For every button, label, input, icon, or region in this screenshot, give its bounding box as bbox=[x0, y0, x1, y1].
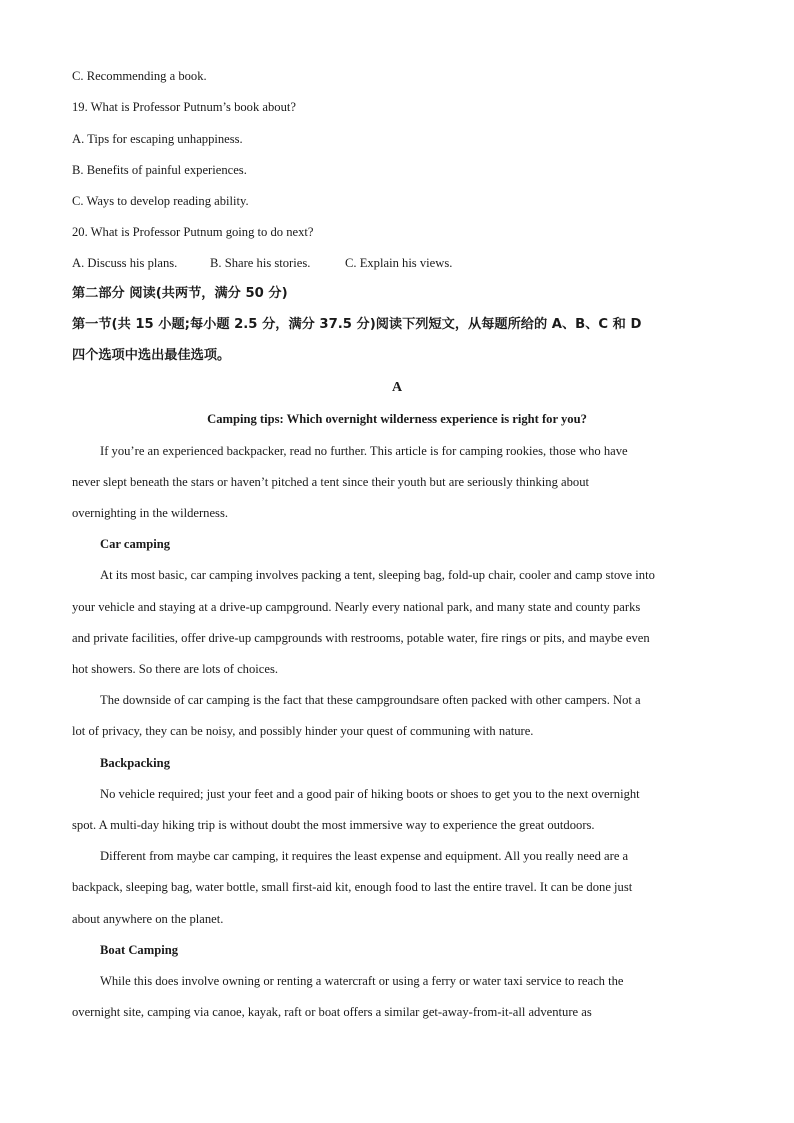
passage-title: Camping tips: Which overnight wilderness experience is right for you? bbox=[207, 412, 587, 426]
backpacking-p1-line: spot. A multi-day hiking trip is without doubt the most immersive way to experience the great outdoors. bbox=[72, 818, 595, 832]
section-instruction-line1: 第一节(共 15 小题;每小题 2.5 分，满分 37.5 分)阅读下列短文，从每题所给的 A、B、C 和 D bbox=[72, 317, 642, 332]
q20-option-b: B. Share his stories. bbox=[210, 256, 311, 270]
backpacking-heading: Backpacking bbox=[100, 756, 170, 770]
car-camping-p2-line: The downside of car camping is the fact that these campgroundsare often packed with other campers. Not a bbox=[100, 693, 641, 707]
boat-camping-p1-line: While this does involve owning or renting a watercraft or using a ferry or water taxi service to reach the bbox=[100, 974, 624, 988]
q18-option-c: C. Recommending a book. bbox=[72, 69, 207, 83]
passage-letter: A bbox=[391, 380, 403, 395]
intro-line: never slept beneath the stars or haven’t pitched a tent since their youth but are seriously thinking about bbox=[72, 475, 590, 489]
q20-option-a: A. Discuss his plans. bbox=[72, 256, 178, 270]
q20-stem: 20. What is Professor Putnum going to do next? bbox=[72, 225, 314, 239]
section-instruction-line2: 四个选项中选出最佳选项。 bbox=[72, 348, 231, 363]
q19-option-c: C. Ways to develop reading ability. bbox=[72, 194, 249, 208]
q19-option-b: B. Benefits of painful experiences. bbox=[72, 163, 247, 177]
backpacking-p2-line: backpack, sleeping bag, water bottle, small first-aid kit, enough food to last the entire travel. It can be done just bbox=[72, 880, 633, 894]
car-camping-heading: Car camping bbox=[100, 537, 171, 551]
car-camping-p1-line: your vehicle and staying at a drive-up campground. Nearly every national park, and many state and county parks bbox=[72, 600, 641, 614]
q20-option-c: C. Explain his views. bbox=[345, 256, 453, 270]
car-camping-p1-line: hot showers. So there are lots of choices. bbox=[72, 662, 278, 676]
car-camping-p1-line: At its most basic, car camping involves packing a tent, sleeping bag, fold-up chair, cooler and camp stove into bbox=[100, 568, 655, 582]
car-camping-p1-line: and private facilities, offer drive-up campgrounds with restrooms, potable water, fire rings or pits, and maybe even bbox=[72, 631, 650, 645]
q19-option-a: A. Tips for escaping unhappiness. bbox=[72, 132, 243, 146]
boat-camping-p1-line: overnight site, camping via canoe, kayak, raft or boat offers a similar get-away-from-it-all adventure as bbox=[72, 1005, 592, 1019]
intro-line: If you’re an experienced backpacker, read no further. This article is for camping rookies, those who have bbox=[100, 444, 628, 458]
backpacking-p2-line: Different from maybe car camping, it requires the least expense and equipment. All you really need are a bbox=[100, 849, 629, 863]
backpacking-p1-line: No vehicle required; just your feet and a good pair of hiking boots or shoes to get you to the next overnight bbox=[100, 787, 640, 801]
q19-stem: 19. What is Professor Putnum’s book about? bbox=[72, 100, 296, 114]
boat-camping-heading: Boat Camping bbox=[100, 943, 179, 957]
q20-options bbox=[72, 255, 452, 271]
car-camping-p2-line: lot of privacy, they can be noisy, and possibly hinder your quest of communing with nature. bbox=[72, 724, 534, 738]
backpacking-p2-line: about anywhere on the planet. bbox=[72, 912, 224, 926]
part-heading: 第二部分 阅读(共两节，满分 50 分) bbox=[72, 286, 288, 301]
intro-line: overnighting in the wilderness. bbox=[72, 506, 228, 520]
